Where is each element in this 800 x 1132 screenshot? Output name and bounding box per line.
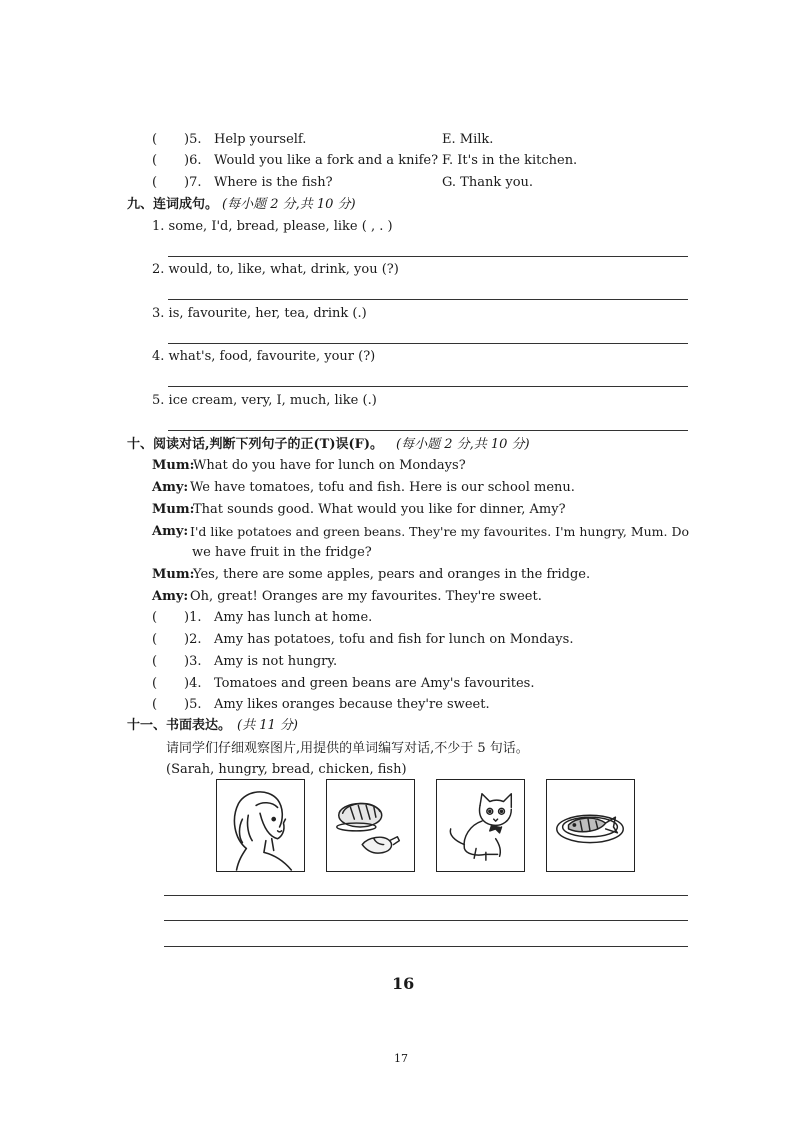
dialogue-line: That sounds good. What would you like for dinner, Amy? <box>193 502 566 517</box>
answer-line[interactable] <box>168 299 688 300</box>
paren-open: ( <box>152 632 158 647</box>
speaker: Amy: <box>152 589 189 604</box>
paren-open: ( <box>152 676 158 691</box>
picture-bread-chicken <box>326 779 415 872</box>
section-9-item: 5. ice cream, very, I, much, like (.) <box>152 393 377 408</box>
judge-statement: Amy is not hungry. <box>214 654 338 669</box>
dialogue-line: I'd like potatoes and green beans. They're my favourites. I'm hungry, Mum. Do <box>190 524 690 539</box>
bread-chicken-icon <box>327 780 414 871</box>
paren-open: ( <box>152 654 158 669</box>
cat-icon <box>437 780 524 871</box>
judge-statement: Amy likes oranges because they're sweet. <box>214 697 490 712</box>
answer-line[interactable] <box>168 343 688 344</box>
section-9-title: 九、连词成句。 <box>127 197 219 212</box>
writing-line[interactable] <box>164 895 688 896</box>
speaker: Amy: <box>152 524 189 539</box>
section-9-item: 4. what's, food, favourite, your (?) <box>152 349 376 364</box>
answer-line[interactable] <box>168 386 688 387</box>
option-f: F. It's in the kitchen. <box>442 153 578 168</box>
answer-line[interactable] <box>168 256 688 257</box>
speaker: Mum: <box>152 502 195 517</box>
answer-line[interactable] <box>168 430 688 431</box>
section-9-item: 2. would, to, like, what, drink, you (?) <box>152 262 399 277</box>
paren-open: ( <box>152 153 158 168</box>
speaker: Mum: <box>152 458 195 473</box>
question-number: )6. <box>184 153 202 168</box>
section-11-score: (共 11 分) <box>237 718 298 733</box>
page-number-inner: 16 <box>392 974 415 993</box>
dialogue-line: Oh, great! Oranges are my favourites. They're sweet. <box>190 589 542 604</box>
picture-cat <box>436 779 525 872</box>
section-9-item: 3. is, favourite, her, tea, drink (.) <box>152 306 367 321</box>
page-number-outer: 17 <box>394 1052 408 1065</box>
picture-girl <box>216 779 305 872</box>
paren-open: ( <box>152 697 158 712</box>
option-e: E. Milk. <box>442 132 494 147</box>
fish-plate-icon <box>547 780 634 871</box>
judge-statement: Tomatoes and green beans are Amy's favourites. <box>214 676 535 691</box>
writing-line[interactable] <box>164 920 688 921</box>
paren-open: ( <box>152 610 158 625</box>
question-text: Help yourself. <box>214 132 307 147</box>
question-text: Would you like a fork and a knife? <box>214 153 439 168</box>
judge-statement: Amy has lunch at home. <box>214 610 373 625</box>
speaker: Amy: <box>152 480 189 495</box>
speaker: Mum: <box>152 567 195 582</box>
question-number: )5. <box>184 132 202 147</box>
section-11-instruction: 请同学们仔细观察图片,用提供的单词编写对话,不少于 5 句话。 <box>166 741 529 756</box>
judge-number: )2. <box>184 632 202 647</box>
section-9-score: (每小题 2 分,共 10 分) <box>222 197 356 212</box>
dialogue-line: Yes, there are some apples, pears and oranges in the fridge. <box>193 567 591 582</box>
paren-open: ( <box>152 175 158 190</box>
dialogue-line: We have tomatoes, tofu and fish. Here is our school menu. <box>190 480 575 495</box>
section-11-title: 十一、书面表达。 <box>127 718 232 733</box>
section-10-title: 十、阅读对话,判断下列句子的正(T)误(F)。 <box>127 437 384 452</box>
judge-number: )5. <box>184 697 202 712</box>
section-10-score: (每小题 2 分,共 10 分) <box>396 437 530 452</box>
section-11-words: (Sarah, hungry, bread, chicken, fish) <box>166 762 407 777</box>
paren-open: ( <box>152 132 158 147</box>
question-text: Where is the fish? <box>214 175 333 190</box>
judge-statement: Amy has potatoes, tofu and fish for lunch on Mondays. <box>214 632 574 647</box>
dialogue-line-continued: we have fruit in the fridge? <box>192 545 372 560</box>
section-9-item: 1. some, I'd, bread, please, like ( , . ) <box>152 219 393 234</box>
dialogue-line: What do you have for lunch on Mondays? <box>193 458 466 473</box>
girl-icon <box>217 780 304 871</box>
picture-fish <box>546 779 635 872</box>
judge-number: )3. <box>184 654 202 669</box>
question-number: )7. <box>184 175 202 190</box>
judge-number: )4. <box>184 676 202 691</box>
writing-line[interactable] <box>164 946 688 947</box>
option-g: G. Thank you. <box>442 175 534 190</box>
judge-number: )1. <box>184 610 202 625</box>
